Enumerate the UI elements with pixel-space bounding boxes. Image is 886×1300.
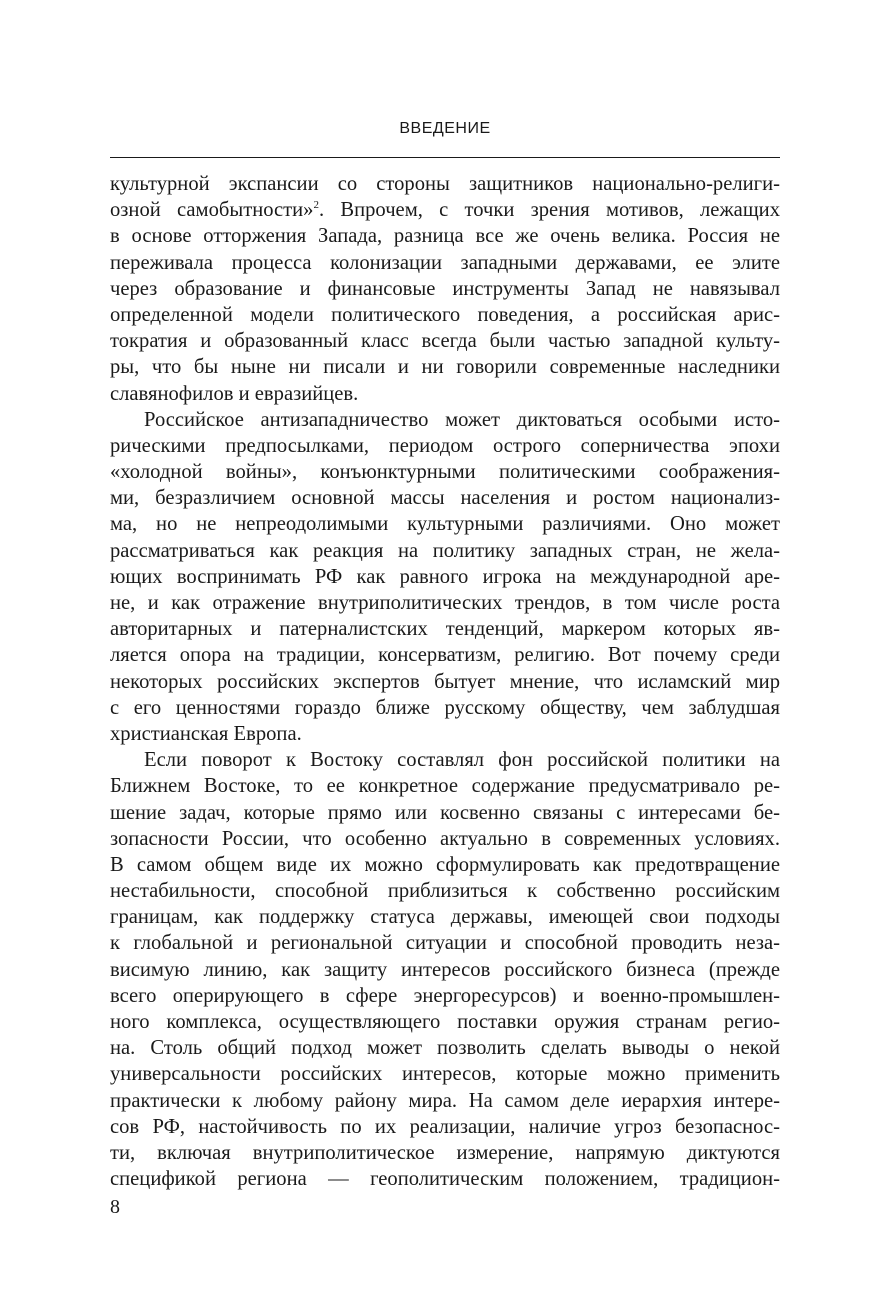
text-line: висимую линию, как защиту интересов российского бизнеса (прежде	[110, 958, 780, 981]
text-line: через образование и финансовые инструменты Запад не навязывал	[110, 277, 780, 300]
text-line: ти, включая внутриполитическое измерение, напрямую диктуются	[110, 1141, 780, 1164]
text-line: всего оперирующего в сфере энергоресурсов) и военно-промышлен-	[110, 984, 780, 1007]
page-number: 8	[110, 1196, 120, 1218]
text-line: ры, что бы ныне ни писали и ни говорили современные наследники	[110, 356, 780, 379]
text-line: спецификой региона — геополитическим положением, традицион-	[110, 1168, 780, 1191]
text-segment: . Впрочем, с точки зрения мотивов, лежащих	[318, 199, 780, 222]
text-line: рассматриваться как реакция на политику западных стран, не жела-	[110, 539, 780, 562]
text-line: шение задач, которые прямо или косвенно связаны с интересами бе-	[110, 801, 780, 824]
paragraph-3	[110, 747, 780, 1192]
text-line: ного комплекса, осуществляющего поставки оружия странам регио-	[110, 1011, 780, 1033]
text-line-with-footnote	[110, 197, 780, 223]
text-line: определенной модели политического поведения, а российская арис-	[110, 303, 780, 326]
text-line: сов РФ, настойчивость по их реализации, наличие угроз безопаснос-	[110, 1115, 780, 1138]
text-line: ми, безразличием основной массы населения и ростом национализ-	[110, 487, 780, 510]
text-line: ющих воспринимать РФ как равного игрока на международной аре-	[110, 565, 780, 588]
footnote-marker[interactable]: 2	[313, 199, 319, 212]
running-head: ВВЕДЕНИЕ	[399, 120, 491, 137]
text-line: культурной экспансии со стороны защитников национально-религи-	[110, 173, 780, 195]
paragraph-2	[110, 407, 780, 747]
body-text	[110, 171, 780, 1192]
text-line: рическими предпосылками, периодом острого соперничества эпохи	[110, 434, 780, 457]
text-line: тократия и образованный класс всегда были частью западной культу-	[110, 330, 780, 353]
text-line: ляется опора на традиции, консерватизм, религию. Вот почему среди	[110, 644, 780, 667]
text-line: на. Столь общий подход может позволить сделать выводы о некой	[110, 1037, 780, 1060]
text-segment: озной самобытности»	[110, 199, 314, 222]
text-line: В самом общем виде их можно сформулировать как предотвращение	[110, 853, 780, 876]
text-line: не, и как отражение внутриполитических трендов, в том числе роста	[110, 592, 780, 614]
text-line: некоторых российских экспертов бытует мнение, что исламский мир	[110, 670, 780, 693]
text-line: христианская Европа.	[110, 722, 302, 745]
paragraph-1	[110, 171, 780, 407]
text-line: славянофилов и евразийцев.	[110, 382, 359, 405]
text-line: Российское антизападничество может диктоваться особыми исто-	[144, 408, 780, 431]
text-line: Если поворот к Востоку составлял фон российской политики на	[144, 749, 780, 772]
text-line: границам, как поддержку статуса державы, имеющей свои подходы	[110, 906, 780, 929]
text-line: практически к любому району мира. На самом деле иерархия интере-	[110, 1089, 780, 1112]
text-line: зопасности России, что особенно актуально в современных условиях.	[110, 827, 780, 850]
text-line: ма, но не непреодолимыми культурными различиями. Оно может	[110, 513, 780, 536]
text-line: «холодной войны», конъюнктурными политическими соображения-	[110, 461, 780, 484]
text-line: авторитарных и патерналистских тенденций, маркером которых яв-	[110, 618, 780, 641]
header-rule	[110, 157, 780, 158]
text-line: в основе отторжения Запада, разница все же очень велика. Россия не	[110, 225, 780, 248]
text-line: универсальности российских интересов, которые можно применить	[110, 1063, 780, 1086]
text-line: к глобальной и региональной ситуации и способной проводить неза-	[110, 932, 780, 955]
text-line: переживала процесса колонизации западными державами, ее элите	[110, 251, 780, 274]
text-line: нестабильности, способной приблизиться к собственно российским	[110, 880, 780, 903]
text-line: с его ценностями гораздо ближе русскому обществу, чем заблудшая	[110, 696, 780, 719]
text-line: Ближнем Востоке, то ее конкретное содержание предусматривало ре-	[110, 775, 780, 798]
